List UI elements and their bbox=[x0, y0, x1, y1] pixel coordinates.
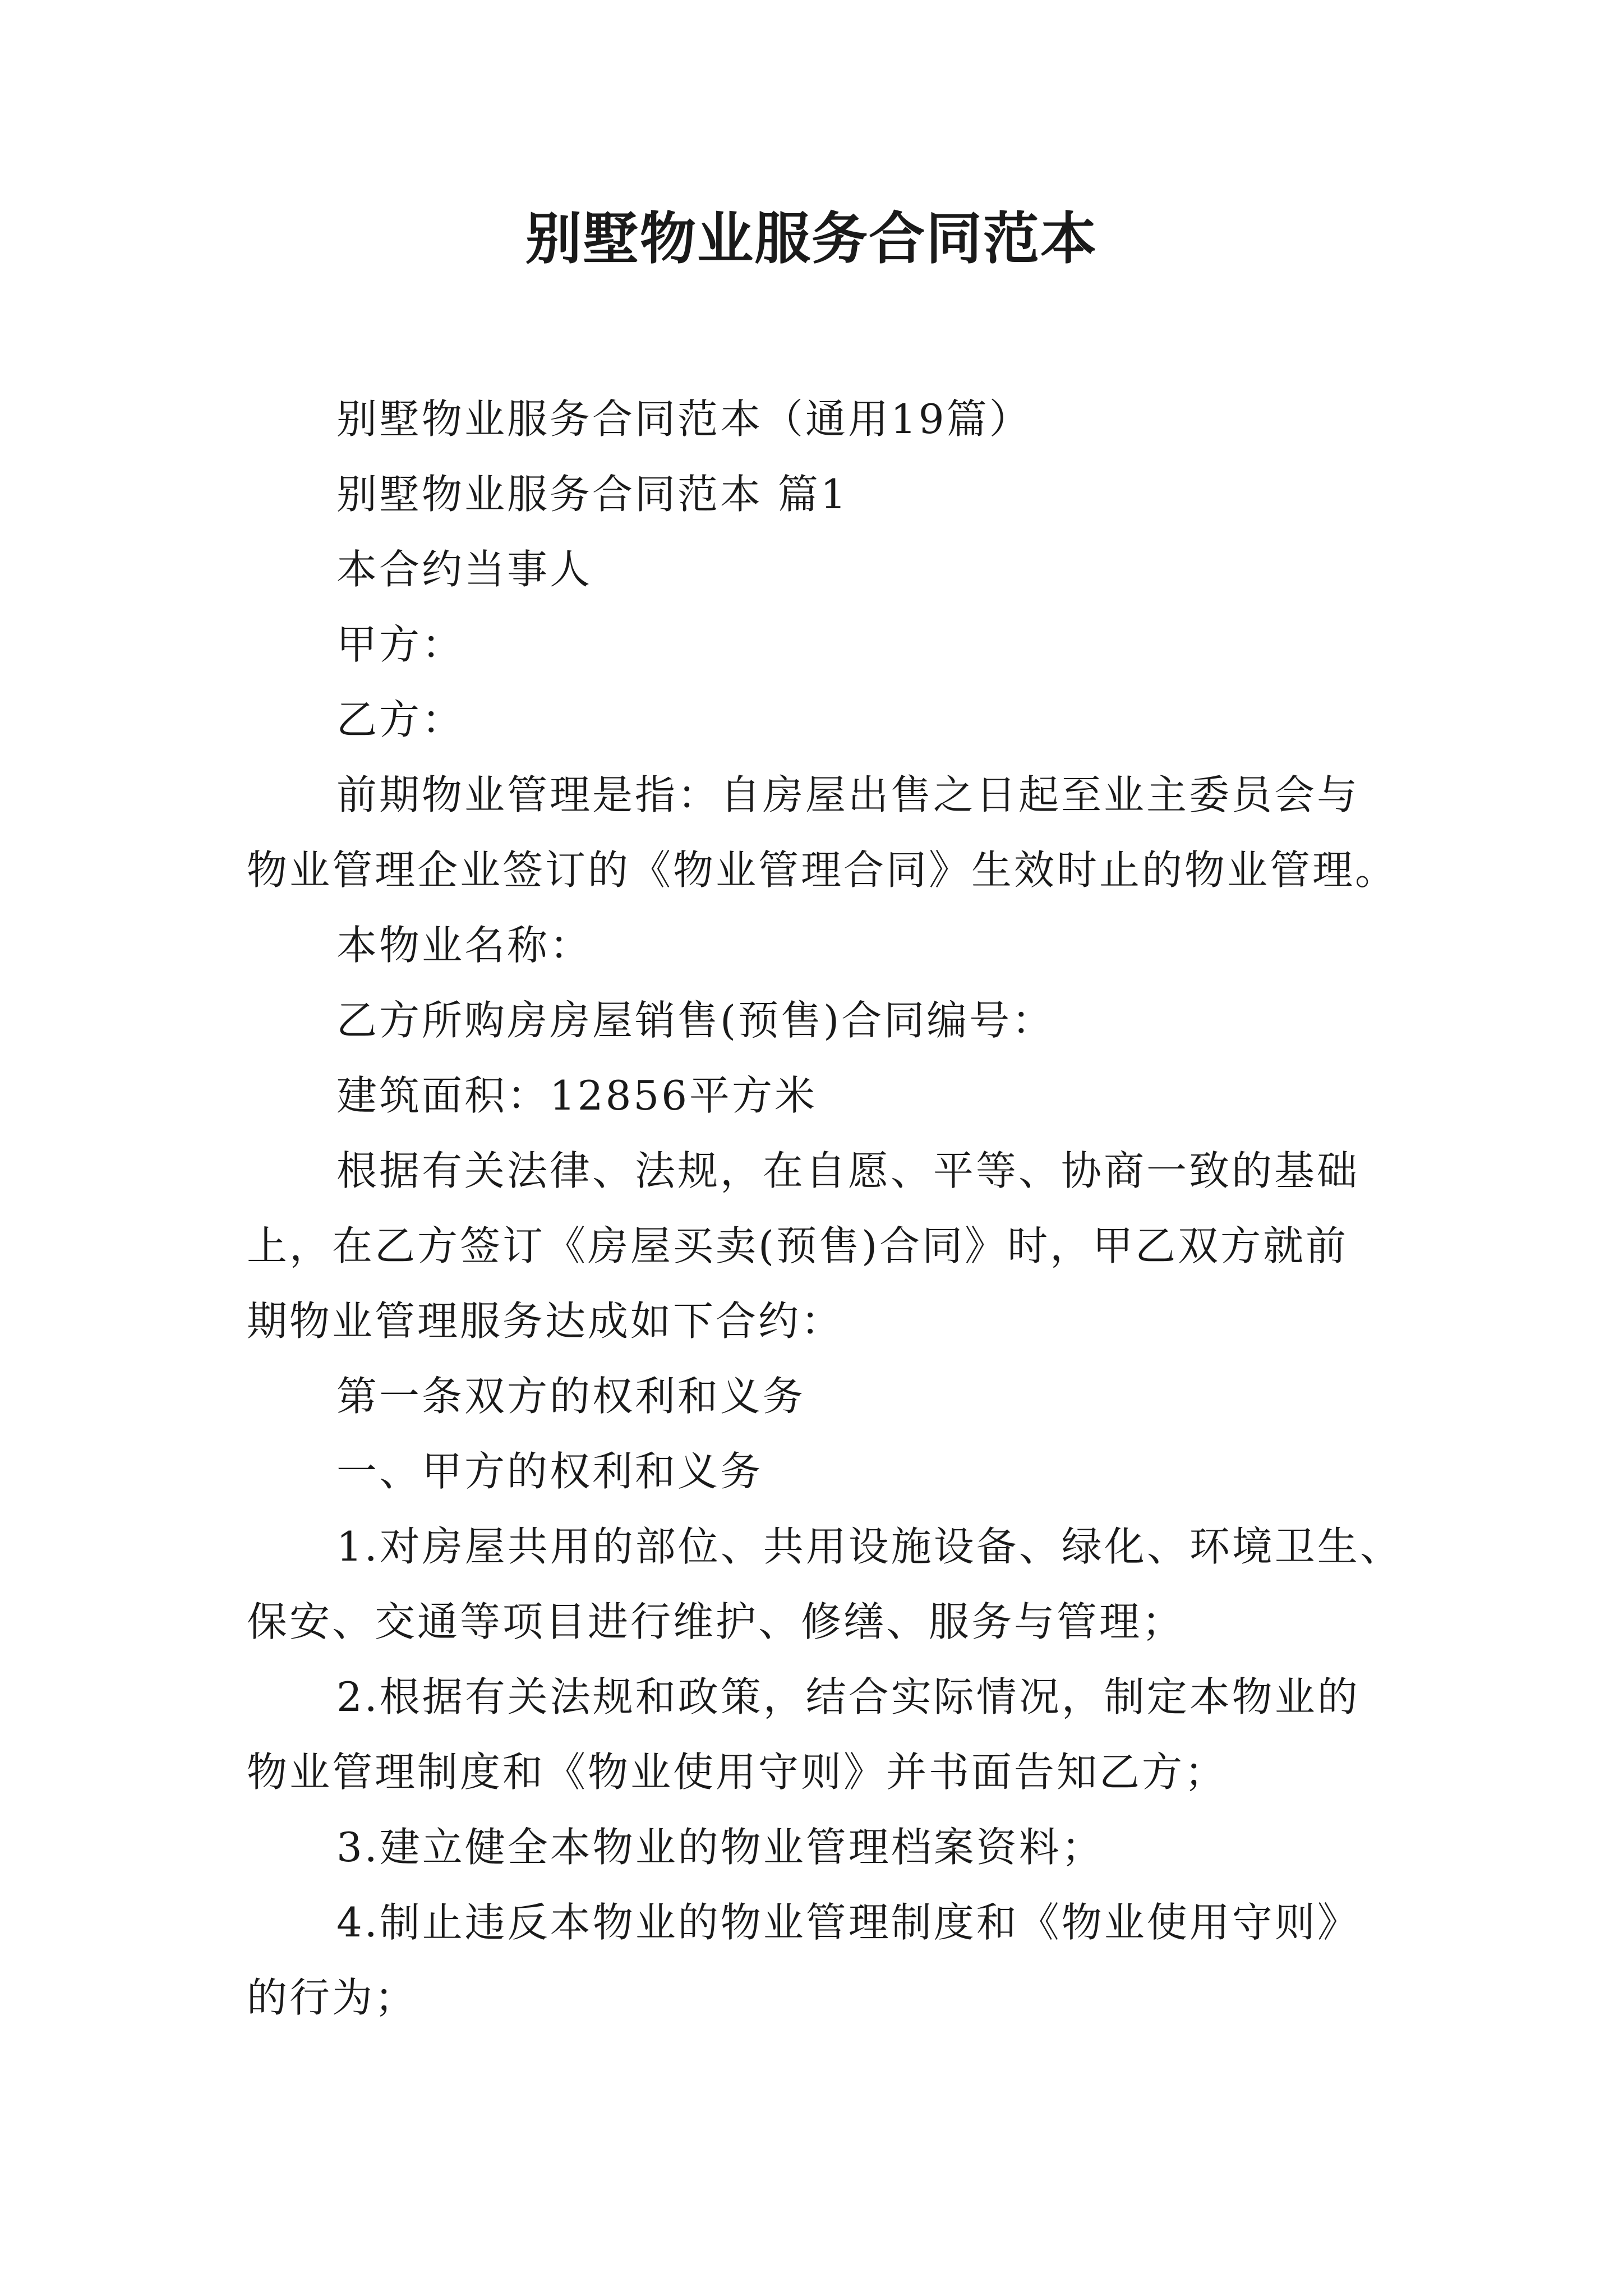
paragraph-basis-line2: 上，在乙方签订《房屋买卖(预售)合同》时，甲乙双方就前 bbox=[247, 1222, 1349, 1269]
paragraph-item1-line1: 1.对房屋共用的部位、共用设施设备、绿化、环境卫生、 bbox=[336, 1523, 1403, 1570]
paragraph-basis-line1: 根据有关法律、法规，在自愿、平等、协商一致的基础 bbox=[336, 1147, 1360, 1194]
paragraph-contract-number: 乙方所购房房屋销售(预售)合同编号： bbox=[336, 997, 1055, 1044]
paragraph-item4-line1: 4.制止违反本物业的物业管理制度和《物业使用守则》 bbox=[336, 1899, 1360, 1946]
paragraph-party-a: 甲方： bbox=[336, 621, 465, 668]
paragraph-subtitle: 别墅物业服务合同范本（通用19篇） bbox=[336, 395, 1032, 443]
paragraph-item1-line2: 保安、交通等项目进行维护、修缮、服务与管理； bbox=[247, 1598, 1185, 1645]
paragraph-article-one: 第一条双方的权利和义务 bbox=[336, 1373, 806, 1420]
paragraph-item2-line2: 物业管理制度和《物业使用守则》并书面告知乙方； bbox=[247, 1749, 1228, 1796]
document-title: 别墅物业服务合同范本 bbox=[525, 205, 1098, 272]
paragraph-section-heading: 别墅物业服务合同范本 篇1 bbox=[336, 471, 849, 518]
paragraph-party-a-rights: 一、甲方的权利和义务 bbox=[336, 1448, 763, 1495]
paragraph-property-name: 本物业名称： bbox=[336, 922, 593, 969]
paragraph-definition-line2: 物业管理企业签订的《物业管理合同》生效时止的物业管理。 bbox=[247, 846, 1398, 894]
paragraph-parties: 本合约当事人 bbox=[336, 546, 593, 593]
paragraph-definition-line1: 前期物业管理是指：自房屋出售之日起至业主委员会与 bbox=[336, 771, 1360, 818]
paragraph-basis-line3: 期物业管理服务达成如下合约： bbox=[247, 1297, 844, 1345]
paragraph-building-area: 建筑面积：12856平方米 bbox=[336, 1072, 818, 1119]
paragraph-party-b: 乙方： bbox=[336, 696, 465, 743]
paragraph-item2-line1: 2.根据有关法规和政策，结合实际情况，制定本物业的 bbox=[336, 1673, 1360, 1720]
paragraph-item3: 3.建立健全本物业的物业管理档案资料； bbox=[336, 1824, 1104, 1871]
paragraph-item4-line2: 的行为； bbox=[247, 1974, 418, 2021]
